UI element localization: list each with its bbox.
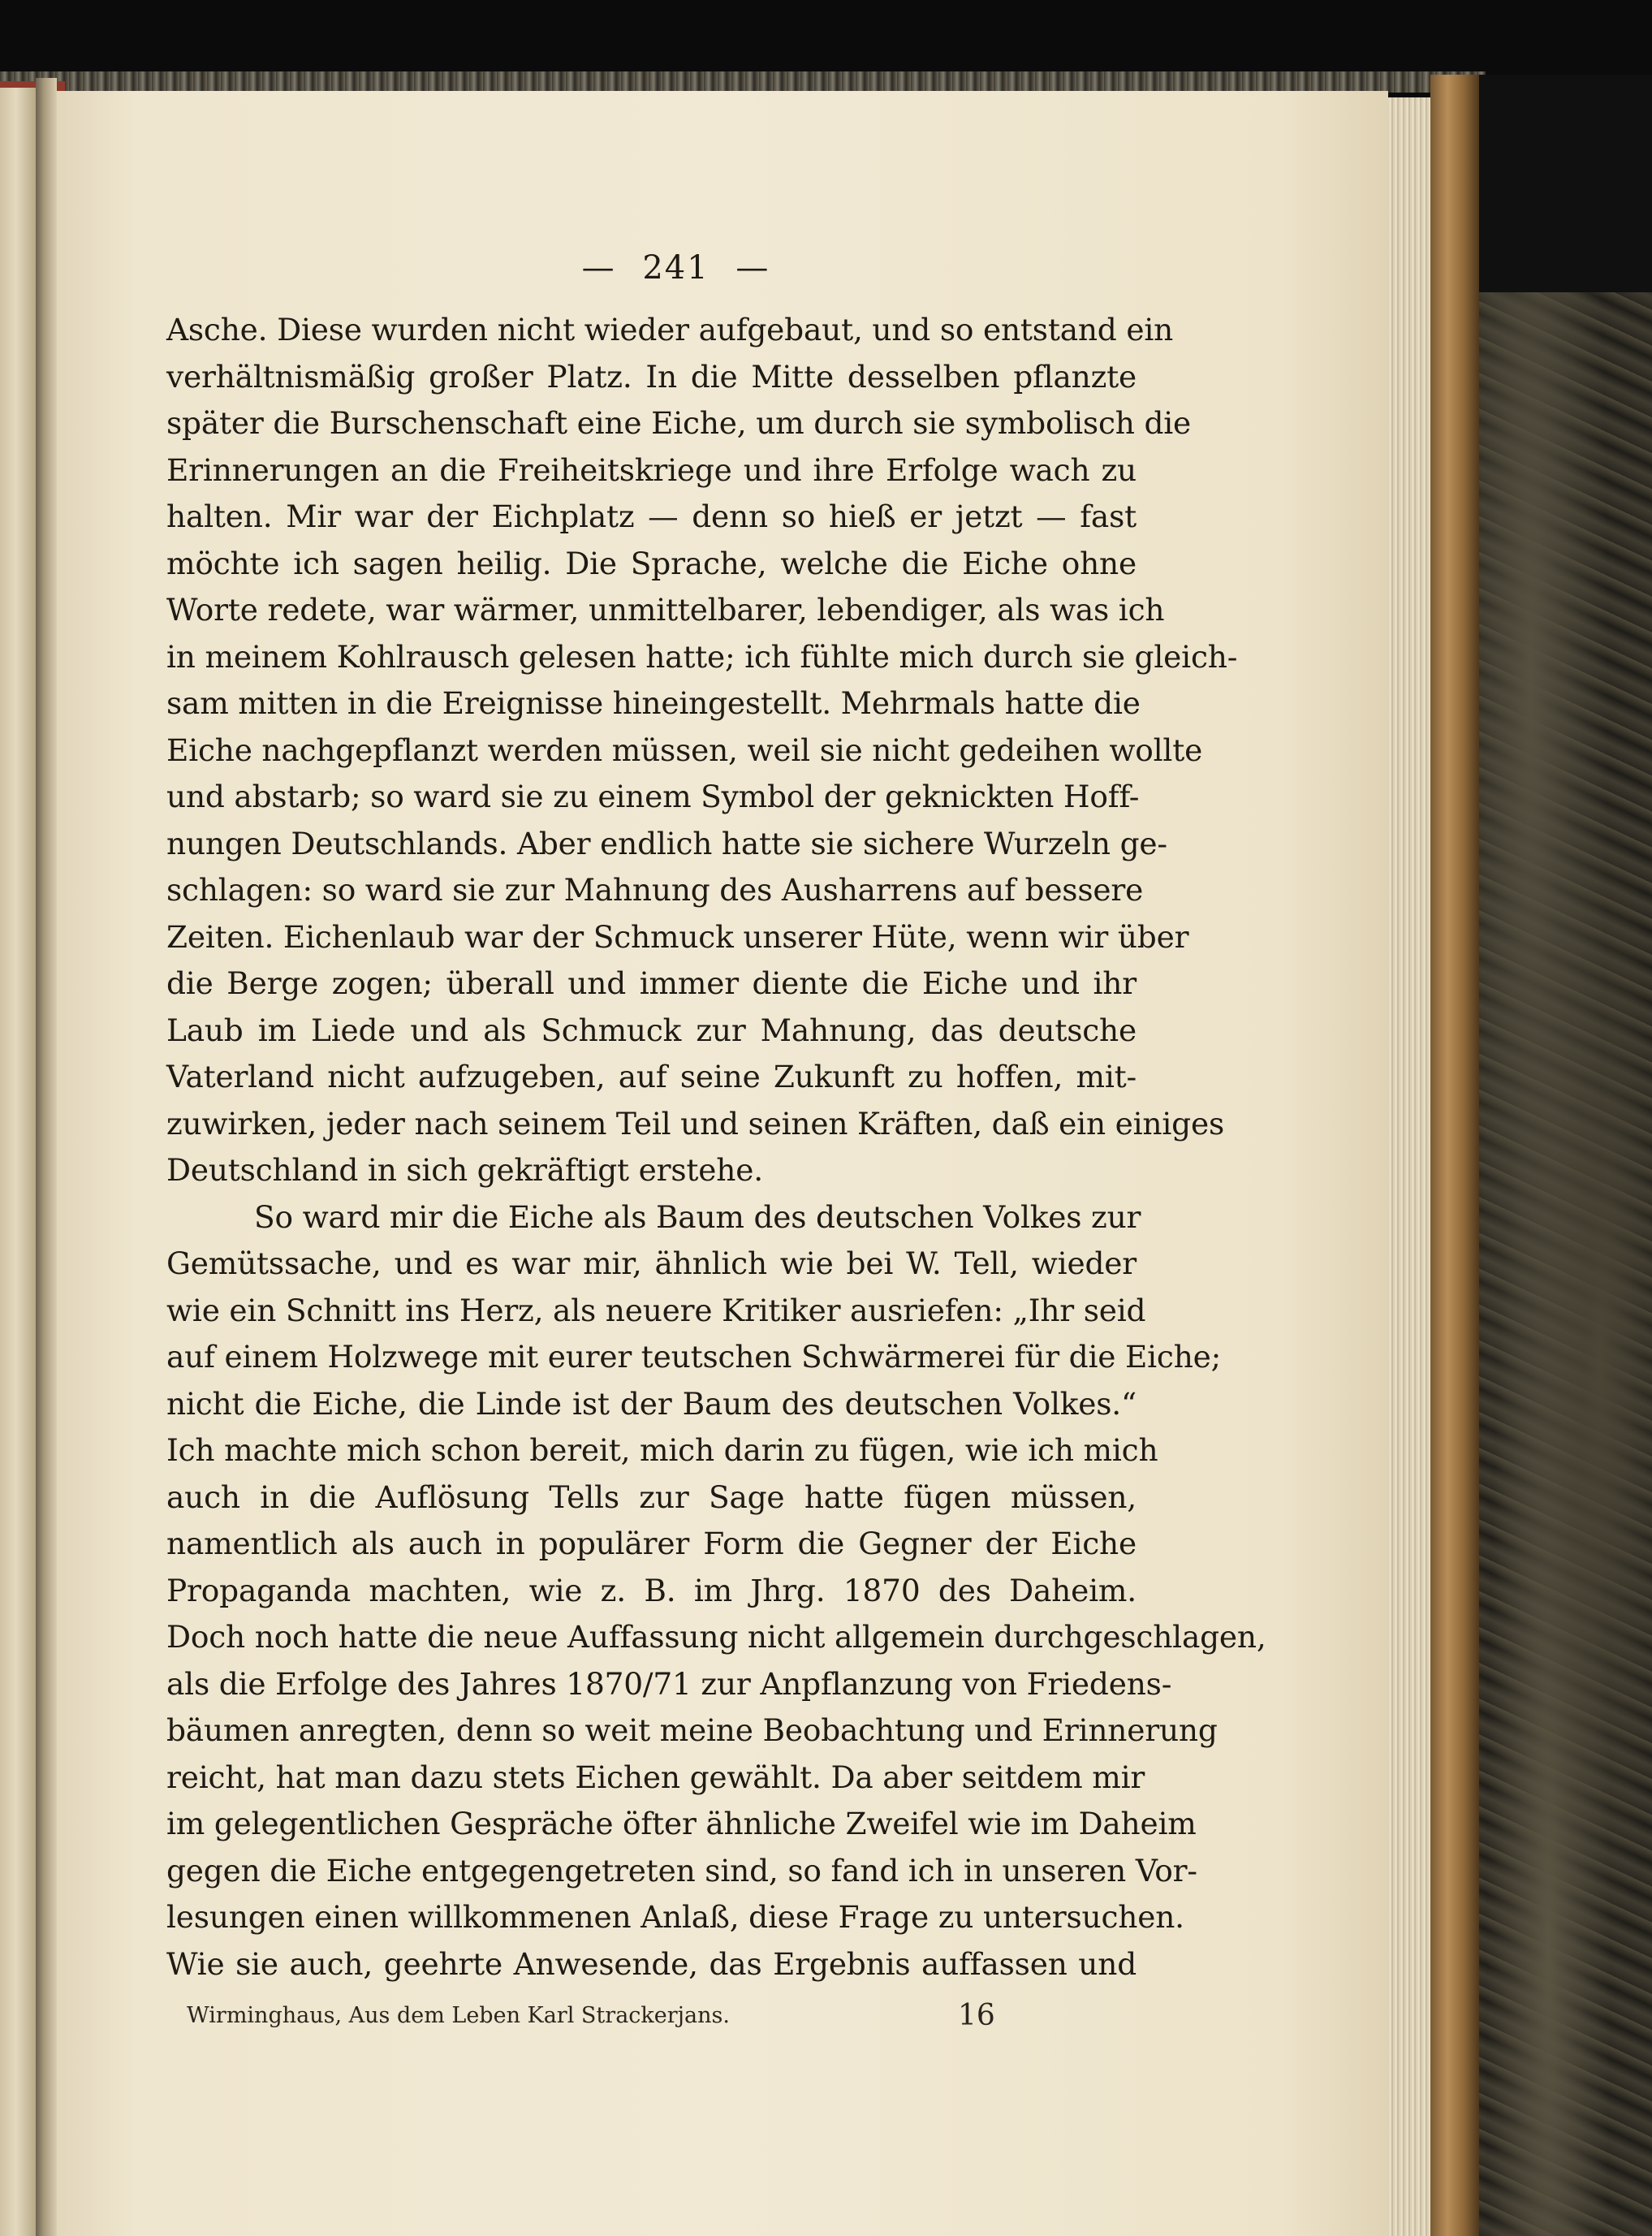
- text-line: die Berge zogen; überall und immer diente die Eiche und ihr: [166, 965, 1137, 1001]
- text-line: auch in die Auflösung Tells zur Sage hatte fügen müssen,: [166, 1478, 1137, 1515]
- sheet-signature-number: 16: [958, 1999, 995, 2032]
- text-line: nungen Deutschlands. Aber endlich hatte sie sichere Wurzeln ge-: [166, 825, 1167, 861]
- text-line: halten. Mir war der Eichplatz — denn so hieß er jetzt — fast: [166, 499, 1137, 534]
- text-line: sam mitten in die Ereignisse hineingestellt. Mehrmals hatte die: [166, 685, 1141, 721]
- book-binding-top: [0, 71, 1486, 93]
- text-line: Ich machte mich schon bereit, mich darin zu fügen, wie ich mich: [166, 1432, 1158, 1468]
- leather-cover-edge: [1430, 75, 1479, 2236]
- text-line: Deutschland in sich gekräftigt erstehe.: [166, 1152, 763, 1188]
- text-line: im gelegentlichen Gespräche öfter ähnliche Zweifel wie im Daheim: [166, 1806, 1197, 1841]
- text-line: lesungen einen willkommenen Anlaß, diese Frage zu untersuchen.: [166, 1899, 1184, 1935]
- text-line: Asche. Diese wurden nicht wieder aufgebaut, und so entstand ein: [166, 312, 1174, 347]
- page-content: [166, 244, 1266, 2036]
- background-dark: [1479, 75, 1652, 292]
- text-line: zuwirken, jeder nach seinem Teil und seinen Kräften, daß ein einiges: [166, 1105, 1225, 1142]
- text-line: und abstarb; so ward sie zu einem Symbol der geknickten Hoff-: [166, 779, 1140, 814]
- text-line: Worte redete, war wärmer, unmittelbarer, lebendiger, als was ich: [166, 592, 1165, 628]
- text-line: möchte ich sagen heilig. Die Sprache, welche die Eiche ohne: [166, 545, 1137, 581]
- text-line: Zeiten. Eichenlaub war der Schmuck unserer Hüte, wenn wir über: [166, 918, 1189, 955]
- text-line: Propaganda machten, wie z. B. im Jhrg. 1870 des Daheim.: [166, 1572, 1137, 1608]
- page-stack-edges: [1388, 97, 1430, 2236]
- text-line: reicht, hat man dazu stets Eichen gewählt. Da aber seitdem mir: [166, 1759, 1145, 1795]
- page-header: [215, 244, 1137, 292]
- text-line: auf einem Holzwege mit eurer teutschen Schwärmerei für die Eiche;: [166, 1339, 1222, 1375]
- text-line: verhältnismäßig großer Platz. In die Mitte desselben pflanzte: [166, 358, 1137, 395]
- text-line: So ward mir die Eiche als Baum des deutschen Volkes zur: [254, 1198, 1141, 1235]
- text-line: namentlich als auch in populärer Form die Gegner der Eiche: [166, 1526, 1137, 1561]
- text-line: Erinnerungen an die Freiheitskriege und ihre Erfolge wach zu: [166, 451, 1137, 488]
- text-line: schlagen: so ward sie zur Mahnung des Ausharrens auf bessere: [166, 872, 1144, 908]
- marbled-cover: [1479, 292, 1652, 2236]
- text-line: Wie sie auch, geehrte Anwesende, das Ergebnis auffassen und: [166, 1945, 1137, 1982]
- page-footer: [166, 1996, 1137, 2036]
- text-line: Eiche nachgepflanzt werden müssen, weil sie nicht gedeihen wollte: [166, 732, 1203, 768]
- text-line: Laub im Liede und als Schmuck zur Mahnung, das deutsche: [166, 1012, 1137, 1048]
- text-line: nicht die Eiche, die Linde ist der Baum des deutschen Volkes.“: [166, 1385, 1137, 1422]
- text-line: gegen die Eiche entgegengetreten sind, so fand ich in unseren Vor-: [166, 1852, 1197, 1889]
- text-line: wie ein Schnitt ins Herz, als neuere Kritiker ausriefen: „Ihr seid: [166, 1292, 1146, 1328]
- text-line: als die Erfolge des Jahres 1870/71 zur Anpflanzung von Friedens-: [166, 1665, 1172, 1702]
- signature-line: Wirminghaus, Aus dem Leben Karl Strackerjans.: [187, 2003, 730, 2028]
- text-line: später die Burschenschaft eine Eiche, um durch sie symbolisch die: [166, 405, 1192, 441]
- header-dash-left: —: [581, 249, 616, 287]
- text-line: Gemütssache, und es war mir, ähnlich wie bei W. Tell, wieder: [166, 1245, 1137, 1281]
- text-line: Doch noch hatte die neue Auffassung nicht allgemein durchgeschlagen,: [166, 1619, 1266, 1655]
- text-line: in meinem Kohlrausch gelesen hatte; ich fühlte mich durch sie gleich-: [166, 638, 1238, 675]
- facing-page-edge: [0, 88, 36, 2236]
- book-gutter: [36, 78, 57, 2236]
- text-line: Vaterland nicht aufzugeben, auf seine Zukunft zu hoffen, mit-: [166, 1059, 1137, 1094]
- page-number: 241: [642, 249, 710, 287]
- header-dash-right: —: [735, 249, 770, 287]
- body-text: [166, 307, 1266, 1988]
- text-line: bäumen anregten, denn so weit meine Beobachtung und Erinnerung: [166, 1712, 1218, 1748]
